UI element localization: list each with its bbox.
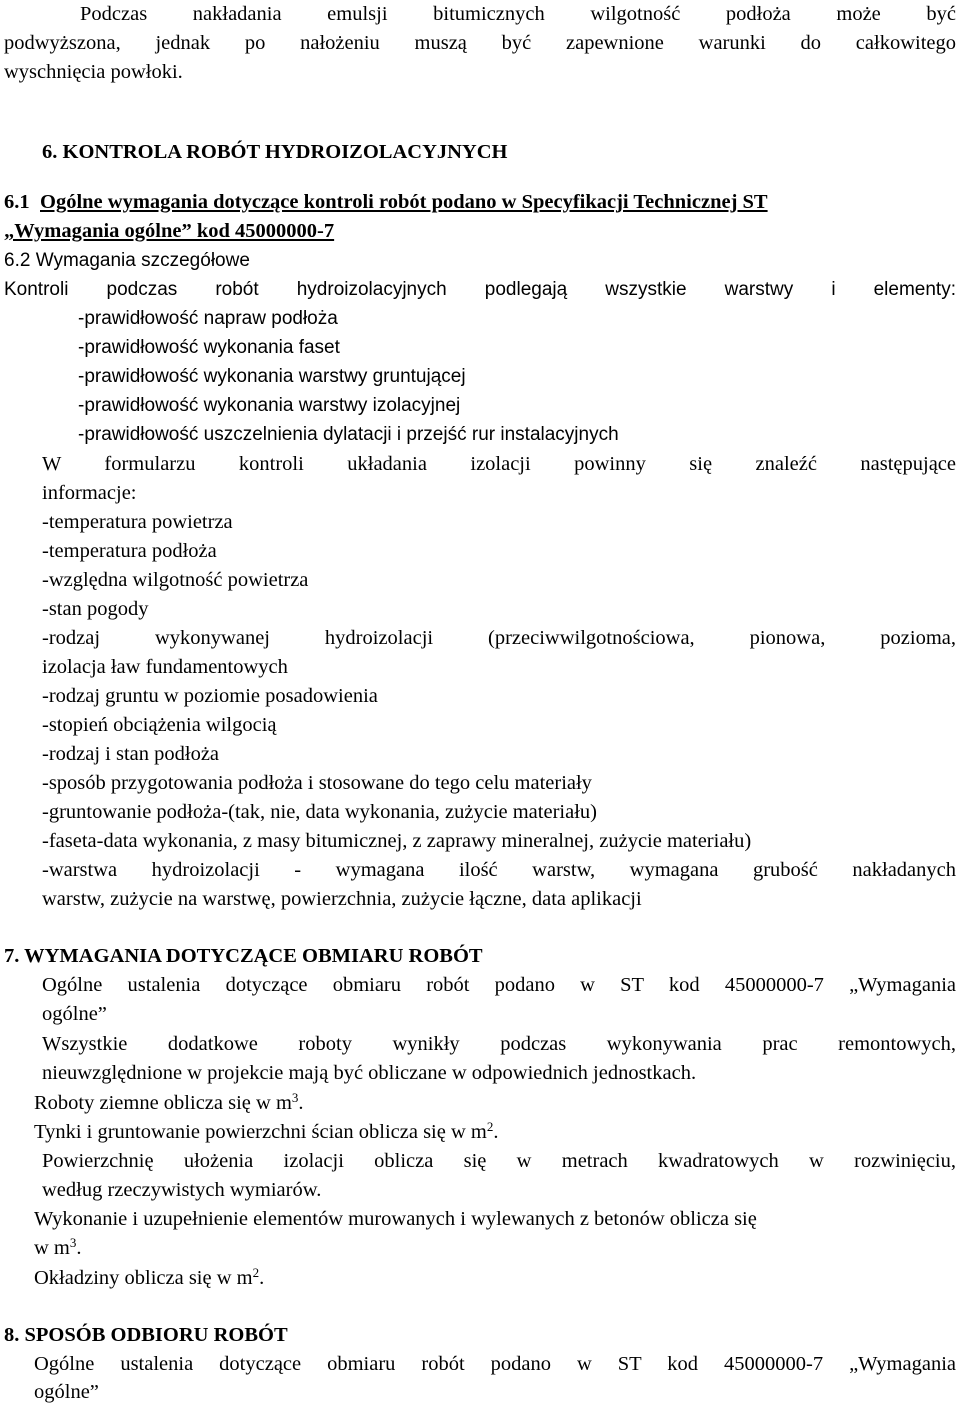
form-item: -stopień obciążenia wilgocią: [42, 714, 277, 736]
section6-1-number: 6.1: [4, 191, 30, 213]
form-item: -względna wilgotność powietrza: [42, 569, 309, 591]
section7-p5-line-2: według rzeczywistych wymiarów.: [42, 1179, 322, 1201]
section8-p1-line-2: ogólne”: [34, 1381, 99, 1403]
warstwa-line-2: warstw, zużycie na warstwę, powierzchnia, zużycie łączne, data aplikacji: [42, 888, 642, 910]
form-item: -temperatura podłoża: [42, 540, 217, 562]
intro-line-3: wyschnięcia powłoki.: [4, 61, 183, 83]
control-item: -prawidłowość wykonania warstwy gruntującej: [78, 366, 466, 387]
unit-exponent: 3: [69, 1235, 77, 1250]
control-item: -prawidłowość wykonania warstwy izolacyjnej: [78, 395, 461, 416]
unit-exponent: 3: [291, 1090, 299, 1105]
section7-p2-line-2: nieuwzględnione w projekcie mają być obliczane w odpowiednich jednostkach.: [42, 1062, 697, 1084]
form-rodzaj-line-1: -rodzaj wykonywanej hydroizolacji (przeciwwilgotnościowa, pionowa, pozioma,: [42, 627, 956, 649]
warstwa-line-1: -warstwa hydroizolacji - wymagana ilość warstw, wymagana grubość nakładanych: [42, 859, 956, 881]
section7-p6-line-1: Wykonanie i uzupełnienie elementów murowanych i wylewanych z betonów oblicza się: [34, 1208, 757, 1230]
form-item: -rodzaj gruntu w poziomie posadowienia: [42, 685, 378, 707]
section6-heading: 6. KONTROLA ROBÓT HYDROIZOLACYJNYCH: [42, 141, 508, 163]
form-rodzaj-line-2: izolacja ław fundamentowych: [42, 656, 288, 678]
section7-p6-line-2: w $m^3$.: [34, 1235, 82, 1259]
form-item: -temperatura powietrza: [42, 511, 233, 533]
form-item: -faseta-data wykonania, z masy bitumicznej, z zaprawy mineralnej, zużycie materiału): [42, 830, 752, 852]
section7-cladding: Okładziny oblicza się w $m^2$.: [34, 1265, 265, 1289]
section7-heading: 7. WYMAGANIA DOTYCZĄCE OBMIARU ROBÓT: [4, 945, 483, 967]
section6-1-line-1: Ogólne wymagania dotyczące kontroli robót podano w Specyfikacji Technicznej ST: [40, 191, 768, 213]
form-item: -stan pogody: [42, 598, 149, 620]
form-item: -rodzaj i stan podłoża: [42, 743, 220, 765]
section7-p5-line-1: Powierzchnię ułożenia izolacji oblicza się w metrach kwadratowych w rozwinięciu,: [42, 1150, 956, 1172]
intro-line-2: podwyższona, jednak po nałożeniu muszą być zapewnione warunki do całkowitego: [4, 32, 956, 54]
section7-p2-line-1: Wszystkie dodatkowe roboty wynikły podczas wykonywania prac remontowych,: [42, 1033, 956, 1055]
unit-exponent: 2: [486, 1119, 494, 1134]
section7-p1-line-2: ogólne”: [42, 1003, 107, 1025]
section7-plastering: Tynki i gruntowanie powierzchni ścian oblicza się w $m^2$.: [34, 1119, 499, 1143]
section8-heading: 8. SPOSÓB ODBIORU ROBÓT: [4, 1324, 288, 1346]
control-item: -prawidłowość napraw podłoża: [78, 308, 338, 329]
section6-1-line-2: „Wymagania ogólne” kod 45000000-7: [4, 220, 335, 242]
form-item: -sposób przygotowania podłoża i stosowane do tego celu materiały: [42, 772, 592, 794]
control-item: -prawidłowość wykonania faset: [78, 337, 340, 358]
form-info-line-1: W formularzu kontroli układania izolacji powinny się znaleźć następujące: [42, 453, 956, 475]
control-intro: Kontroli podczas robót hydroizolacyjnych podlegają wszystkie warstwy i elementy:: [4, 279, 956, 300]
section7-earthworks: Roboty ziemne oblicza się w $m^3$.: [34, 1090, 304, 1114]
section6-2-heading: 6.2 Wymagania szczegółowe: [4, 250, 250, 271]
unit-exponent: 2: [252, 1265, 260, 1280]
section8-p1-line-1: Ogólne ustalenia dotyczące obmiaru robót podano w ST kod 45000000-7 „Wymagania: [34, 1353, 956, 1375]
intro-line-1: Podczas nakładania emulsji bitumicznych wilgotność podłoża może być: [80, 3, 956, 25]
form-item: -gruntowanie podłoża-(tak, nie, data wykonania, zużycie materiału): [42, 801, 597, 823]
form-info-line-2: informacje:: [42, 482, 137, 504]
control-item: -prawidłowość uszczelnienia dylatacji i przejść rur instalacyjnych: [78, 424, 619, 445]
section7-p1-line-1: Ogólne ustalenia dotyczące obmiaru robót podano w ST kod 45000000-7 „Wymagania: [42, 974, 956, 996]
